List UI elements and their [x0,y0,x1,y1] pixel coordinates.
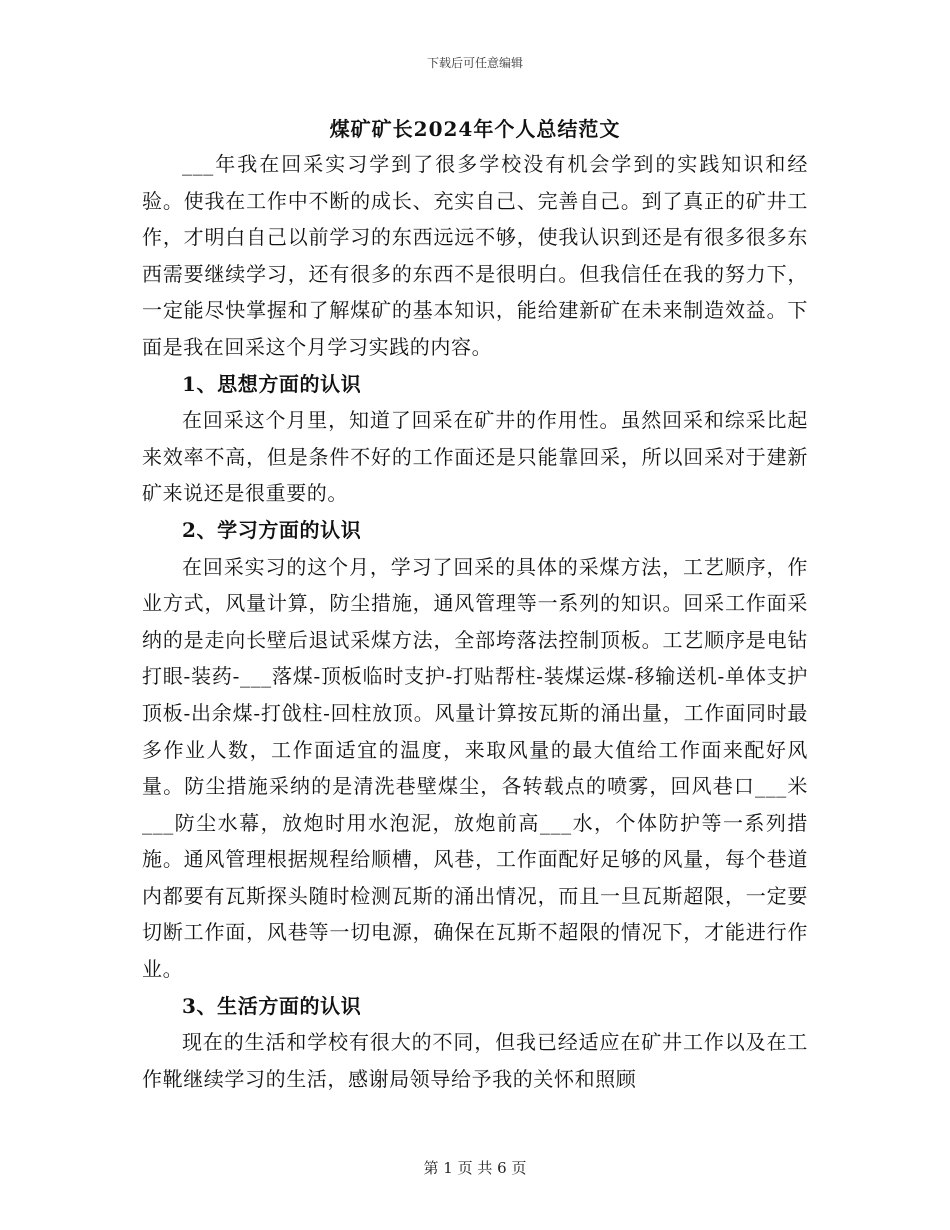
section-paragraph-2: 在回采实习的这个月，学习了回采的具体的采煤方法，工艺顺序，作业方式，风量计算，防尘措施，通风管理等一系列的知识。回采工作面采纳的是走向长壁后退试采煤方法，全部垮落法控制顶板。工艺顺序是电钻打眼-装药-___落煤-顶板临时支护-打贴帮柱-装煤运煤-移输送机-单体支护顶板-出余煤-打戗柱-回柱放顶。风量计算按瓦斯的涌出量，工作面同时最多作业人数，工作面适宜的温度，来取风量的最大值给工作面来配好风量。防尘措施采纳的是清洗巷壁煤尘，各转载点的喷雾，回风巷口___米___防尘水幕，放炮时用水泡泥，放炮前高___水，个体防护等一系列措施。通风管理根据规程给顺槽，风巷，工作面配好足够的风量，每个巷道内都要有瓦斯探头随时检测瓦斯的涌出情况，而且一旦瓦斯超限，一定要切断工作面，风巷等一切电源，确保在瓦斯不超限的情况下，才能进行作业。 [142,554,808,982]
page-number: 第 1 页 共 6 页 [423,1159,527,1177]
document-body [142,146,808,1097]
section-heading-3: 3、生活方面的认识 [182,993,362,1018]
intro-paragraph: ___年我在回采实习学到了很多学校没有机会学到的实践知识和经验。使我在工作中不断的成长、充实自己、完善自己。到了真正的矿井工作，才明白自己以前学习的东西远远不够，使我认识到还是有很多很多东西需要继续学习，还有很多的东西不是很明白。但我信任在我的努力下，一定能尽快掌握和了解煤矿的基本知识，能给建新矿在未来制造效益。下面是我在回采这个月学习实践的内容。 [142,152,808,359]
header-note: 下载后可任意编辑 [426,56,523,70]
section-heading-1: 1、思想方面的认识 [182,371,362,396]
document-title: 煤矿矿长2024年个人总结范文 [329,117,621,141]
section-heading-2: 2、学习方面的认识 [182,517,362,542]
section-paragraph-3: 现在的生活和学校有很大的不同，但我已经适应在矿井工作以及在工作靴继续学习的生活，感谢局领导给予我的关怀和照顾 [142,1030,808,1091]
section-paragraph-1: 在回采这个月里，知道了回采在矿井的作用性。虽然回采和综采比起来效率不高，但是条件不好的工作面还是只能靠回采，所以回采对于建新矿来说还是很重要的。 [142,408,808,506]
